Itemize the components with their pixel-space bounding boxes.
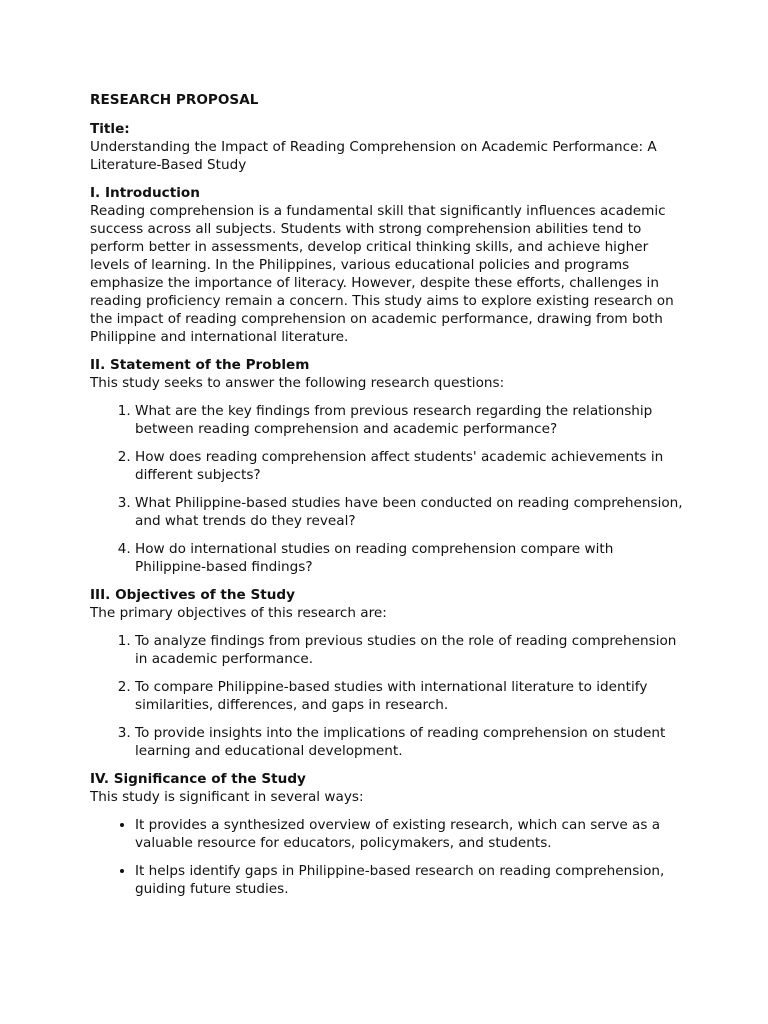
introduction-heading: I. Introduction: [90, 185, 200, 201]
objectives-intro: The primary objectives of this research are:: [90, 605, 387, 621]
objectives-section: [90, 586, 688, 760]
significance-list: [90, 816, 688, 898]
objectives-list: [90, 632, 688, 760]
document-heading: RESEARCH PROPOSAL: [90, 92, 259, 108]
list-item: 2. To compare Philippine-based studies with international literature to identify similarities, differences, and gaps in research.: [135, 678, 688, 714]
significance-section: [90, 770, 688, 898]
significance-intro: This study is significant in several ways:: [90, 789, 364, 805]
problem-section: [90, 356, 688, 576]
problem-intro: This study seeks to answer the following research questions:: [90, 375, 505, 391]
objectives-heading: III. Objectives of the Study: [90, 587, 296, 603]
list-item: 2. How does reading comprehension affect students' academic achievements in different subjects?: [135, 448, 688, 484]
introduction-body: Reading comprehension is a fundamental skill that significantly influences academic success across all subjects. Students with strong comprehension abilities tend to perform better in assessments, develop critical thinking skills, and achieve higher levels of learning. In the Philippines, various educational policies and programs emphasize the importance of literacy. However, despite these efforts, challenges in reading proficiency remain a concern. This study aims to explore existing research on the impact of reading comprehension on academic performance, drawing from both Philippine and international literature.: [90, 203, 674, 345]
list-item: • It helps identify gaps in Philippine-based research on reading comprehension, guiding future studies.: [135, 862, 688, 898]
introduction-section: [90, 184, 688, 346]
significance-heading: IV. Significance of the Study: [90, 771, 306, 787]
title-text: Understanding the Impact of Reading Comprehension on Academic Performance: A Literature-Based Study: [90, 139, 657, 173]
list-item: 1. What are the key findings from previous research regarding the relationship between reading comprehension and academic performance?: [135, 402, 688, 438]
list-item: 3. What Philippine-based studies have been conducted on reading comprehension, and what trends do they reveal?: [135, 494, 688, 530]
list-item: 1. To analyze findings from previous studies on the role of reading comprehension in academic performance.: [135, 632, 688, 668]
list-item: 3. To provide insights into the implications of reading comprehension on student learning and educational development.: [135, 724, 688, 760]
problem-list: [90, 402, 688, 576]
title-label: Title:: [90, 121, 130, 137]
problem-heading: II. Statement of the Problem: [90, 357, 310, 373]
list-item: 4. How do international studies on reading comprehension compare with Philippine-based findings?: [135, 540, 688, 576]
list-item: • It provides a synthesized overview of existing research, which can serve as a valuable resource for educators, policymakers, and students.: [135, 816, 688, 852]
